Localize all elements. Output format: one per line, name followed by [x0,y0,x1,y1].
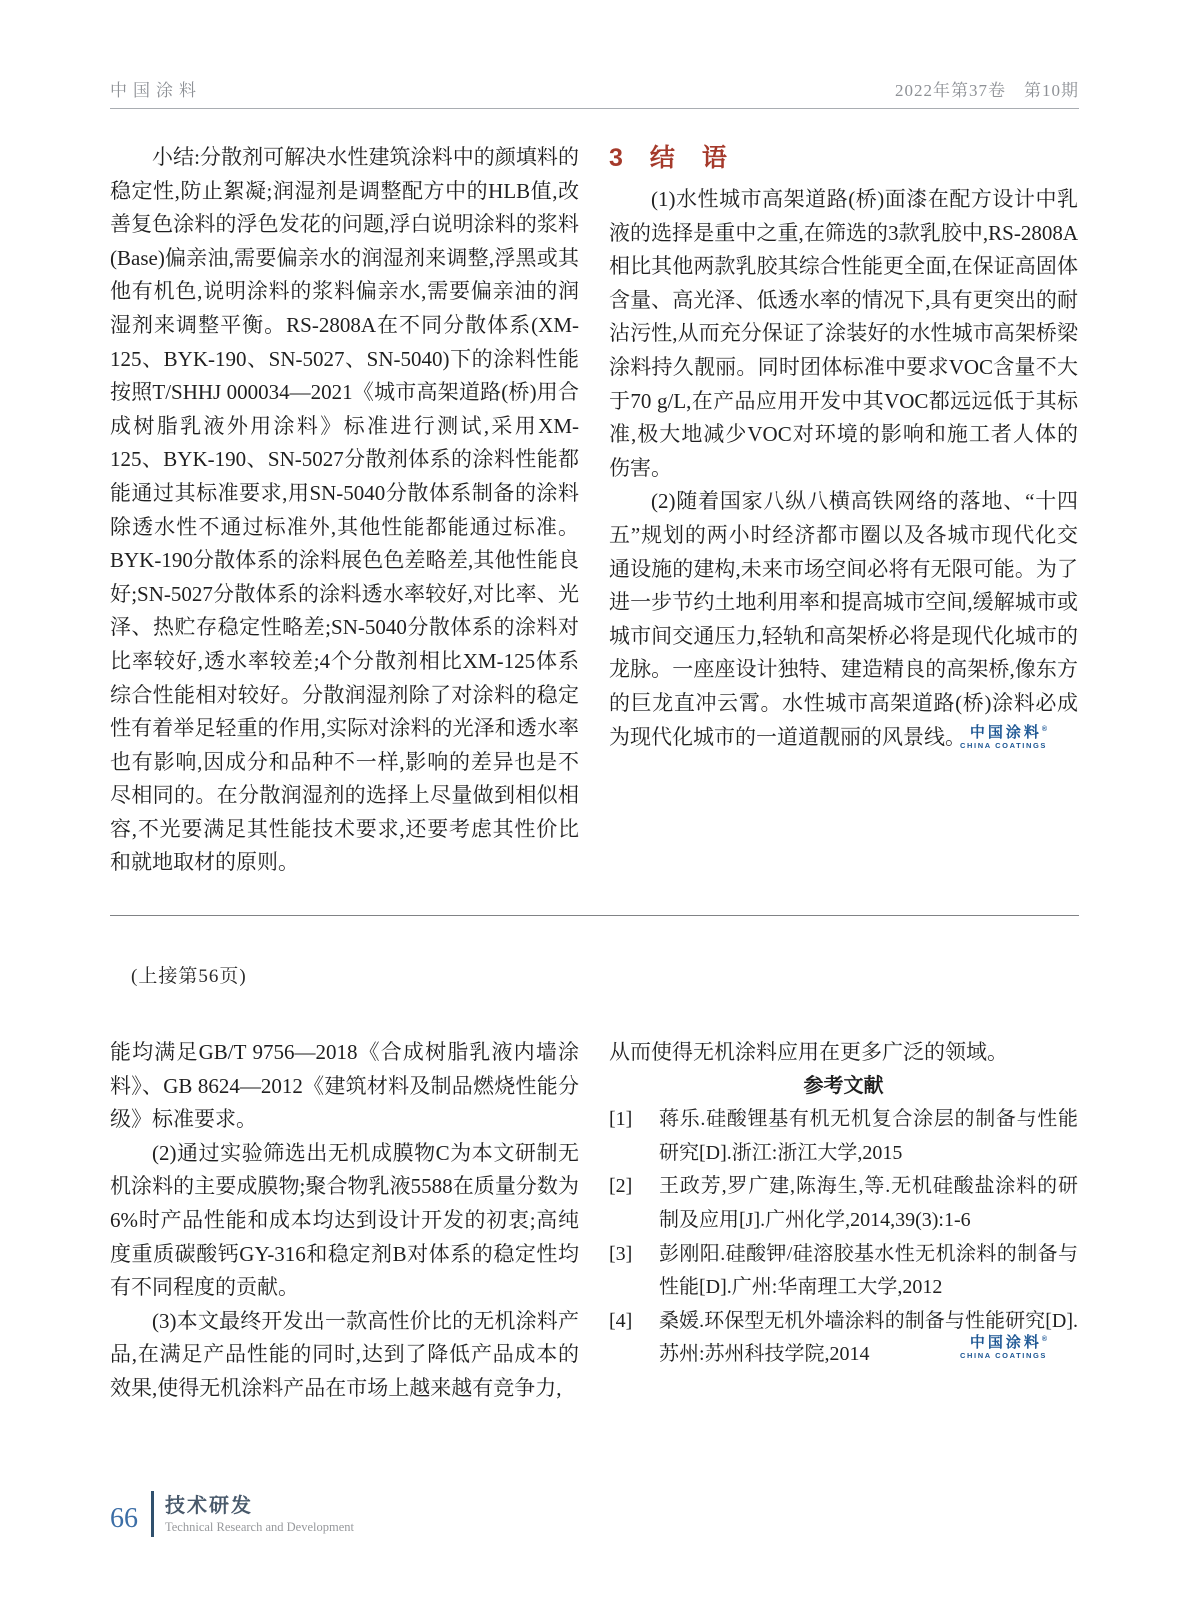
page-number: 66 [110,1503,138,1534]
reference-item [609,1238,1078,1305]
china-coatings-logo [960,722,1047,751]
logo-text-cn: 中国涂料® [969,724,1047,741]
registered-mark-icon: ® [1041,1336,1047,1343]
footer-divider-bar [151,1491,154,1537]
article2-left-paragraph-2: (2)通过实验筛选出无机成膜物C为本文研制无机涂料的主要成膜物;聚合物乳液5588在质量分数为6%时产品性能和成本均达到设计开发的初衷;高纯度重质碳酸钙GY-316和稳定剂B对体系的稳定性均有不同程度的贡献。 [110,1140,579,1300]
registered-mark-icon: ® [1041,726,1047,733]
article2-columns [110,1036,1078,1406]
reference-label: [4] [609,1309,633,1332]
article2-left-column [110,1036,579,1406]
article1-columns [110,141,1078,880]
article1-left-column [110,141,579,880]
reference-text: 王政芳,罗广建,陈海生,等.无机硅酸盐涂料的研制及应用[J].广州化学,2014,39(3):1-6 [659,1175,1078,1231]
logo-text-cn: 中国涂料® [969,1334,1047,1351]
reference-item [609,1170,1078,1237]
journal-name: 中国涂料 [110,81,202,100]
continuation-note: (上接第56页) [131,966,247,987]
page-footer [110,1491,354,1537]
article2-left-paragraph-3: (3)本文最终开发出一款高性价比的无机涂料产品,在满足产品性能的同时,达到了降低产品成本的效果,使得无机涂料产品在市场上越来越有竞争力, [110,1308,579,1400]
china-coatings-logo [960,1332,1047,1361]
conclusion-paragraph-1: (1)水性城市高架道路(桥)面漆在配方设计中乳液的选择是重中之重,在筛选的3款乳胶中,RS-2808A相比其他两款乳胶其综合性能更全面,在保证高固体含量、高光泽、低透水率的情况下,具有更突出的耐沾污性,从而充分保证了涂装好的水性城市高架桥梁涂料持久靓丽。同时团体标准中要求VOC含量不大于70 g/L,在产品应用开发中其VOC都远远低于其标准,极大地减少VOC对环境的影响和施工者人体的伤害。 [609,187,1078,480]
reference-label: [1] [609,1108,633,1131]
reference-label: [2] [609,1175,633,1198]
footer-section-title-cn: 技术研发 [165,1494,253,1517]
reference-item [609,1103,1078,1170]
article1-left-paragraph: 小结:分散剂可解决水性建筑涂料中的颜填料的稳定性,防止絮凝;润湿剂是调整配方中的HLB值,改善复色涂料的浮色发花的问题,浮白说明涂料的浆料(Base)偏亲油,需要偏亲水的润湿剂来调整,浮黑或其他有机色,说明涂料的浆料偏亲水,需要偏亲油的润湿剂来调整平衡。RS-2808A在不同分散体系(XM-125、BYK-190、SN-5027、SN-5040)下的涂料性能按照T/SHHJ 000034—2021《城市高架道路(桥)用合成树脂乳液外用涂料》标准进行测试,采用XM-125、BYK-190、SN-5027分散剂体系的涂料性能都能通过其标准要求,用SN-5040分散体系制备的涂料除透水性不通过标准外,其他性能都能通过标准。BYK-190分散体系的涂料展色色差略差,其他性能良好;SN-5027分散体系的涂料透水率较好,对比率、光泽、热贮存稳定性略差;SN-5040分散体系的涂料对比率较好,透水率较差;4个分散剂相比XM-125体系综合性能相对较好。分散润湿剂除了对涂料的稳定性有着举足轻重的作用,实际对涂料的光泽和透水率也有影响,因成分和品种不一样,影响的差异也是不尽相同的。在分散润湿剂的选择上尽量做到相似相容,不光要满足其性能技术要求,还要考虑其性价比和就地取材的原则。 [110,145,579,875]
logo-text-en: CHINA COATINGS [960,1351,1047,1360]
article-divider [110,915,1079,916]
reference-text: 桑媛.环保型无机外墙涂料的制备与性能研究[D].苏州:苏州科技学院,2014 [659,1309,1078,1366]
references-heading: 参考文献 [803,1074,884,1097]
reference-text: 蒋乐.硅酸锂基有机无机复合涂层的制备与性能研究[D].浙江:浙江大学,2015 [659,1108,1078,1164]
reference-label: [3] [609,1242,633,1265]
reference-text: 彭刚阳.硅酸钾/硅溶胶基水性无机涂料的制备与性能[D].广州:华南理工大学,2012 [659,1242,1078,1299]
article2-left-paragraph-1: 能均满足GB/T 9756—2018《合成树脂乳液内墙涂料》、GB 8624—2012《建筑材料及制品燃烧性能分级》标准要求。 [110,1040,579,1132]
footer-section [165,1493,354,1536]
article1-right-column [609,141,1078,880]
footer-section-title-en: Technical Research and Development [165,1519,354,1534]
page-header [110,76,1079,109]
conclusion-paragraph-2: (2)随着国家八纵八横高铁网络的落地、“十四五”规划的两小时经济都市圈以及各城市现代化交通设施的建构,未来市场空间必将有无限可能。为了进一步节约土地利用率和提高城市空间,缓解城市或城市间交通压力,轻轨和高架桥必将是现代化城市的龙脉。一座座设计独特、建造精良的高架桥,像东方的巨龙直冲云霄。水性城市高架道路(桥)涂料必成为现代化城市的一道道靓丽的风景线。 [609,489,1078,749]
conclusion-heading: 3 结 语 [609,144,728,172]
article2-right-paragraph-1: 从而使得无机涂料应用在更多广泛的领域。 [609,1040,1008,1064]
logo-text-en: CHINA COATINGS [960,741,1047,750]
issue-info: 2022年第37卷 第10期 [895,81,1079,100]
